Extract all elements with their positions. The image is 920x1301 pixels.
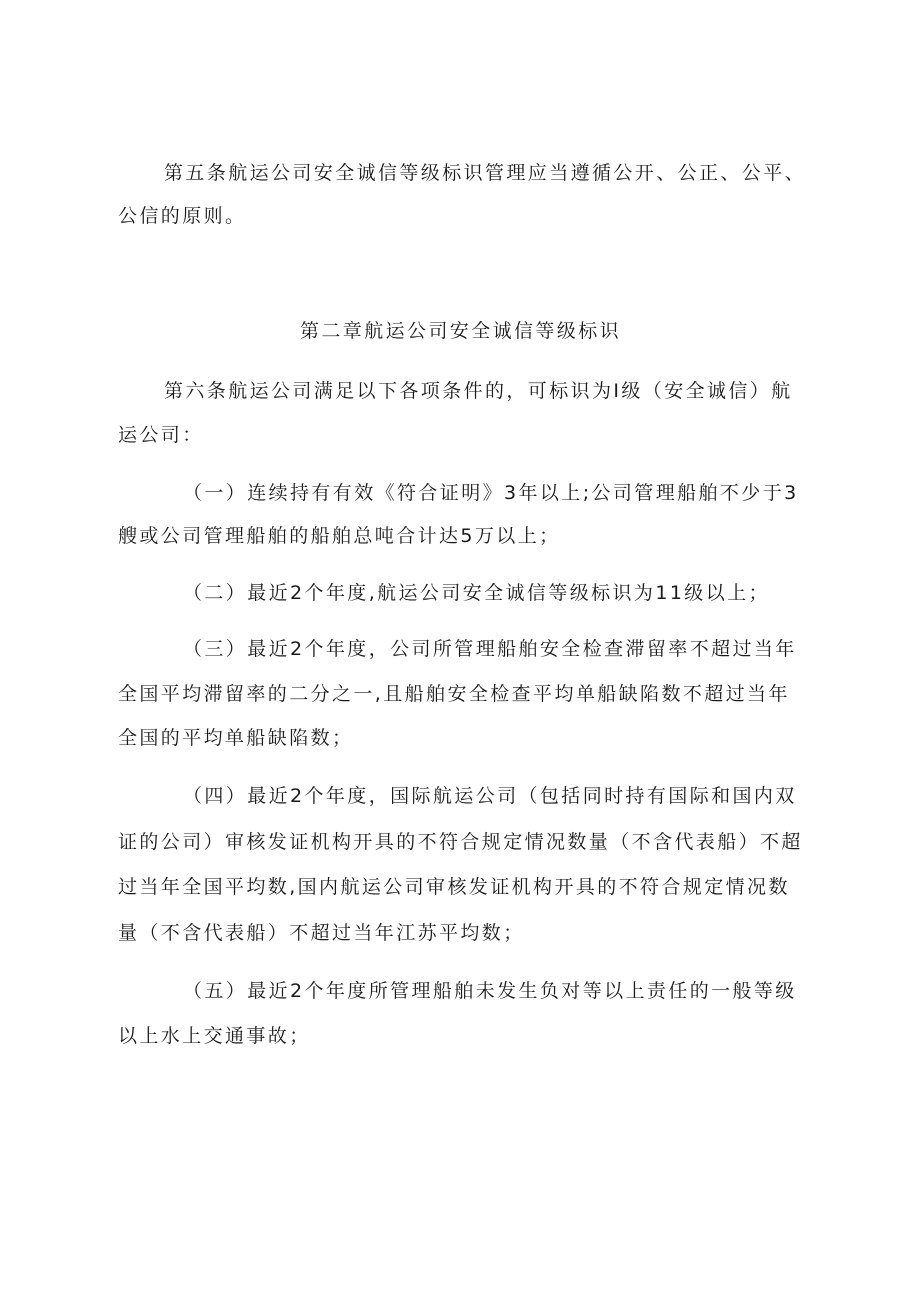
item-3-line-2: 全国平均滞留率的二分之一,且船舶安全检查平均单船缺陷数不超过当年	[118, 683, 790, 705]
item-4-line-1: （四）最近2个年度，国际航运公司（包括同时持有国际和国内双	[183, 785, 797, 807]
item-3-line-3: 全国的平均单船缺陷数；	[118, 727, 354, 749]
item-4-line-2: 证的公司）审核发证机构开具的不符合规定情况数量（不含代表船）不超	[118, 831, 803, 853]
article-5-line-2: 公信的原则。	[118, 205, 247, 227]
article-6-line-2: 运公司：	[118, 424, 204, 446]
item-4-line-4: 量（不含代表船）不超过当年江苏平均数；	[118, 922, 525, 944]
chapter-2-heading: 第二章航运公司安全诚信等级标识	[300, 320, 622, 342]
article-6-line-1: 第六条航运公司满足以下各项条件的，可标识为Ⅰ级（安全诚信）航	[164, 380, 793, 402]
item-5-line-2: 以上水上交通事故；	[118, 1025, 311, 1047]
item-5-line-1: （五）最近2个年度所管理船舶未发生负对等以上责任的一般等级	[183, 980, 797, 1002]
item-1-line-1: （一）连续持有有效《符合证明》3年以上;公司管理船舶不少于3	[183, 482, 799, 504]
article-5-line-1: 第五条航运公司安全诚信等级标识管理应当遵循公开、公正、公平、	[164, 162, 807, 184]
item-3-line-1: （三）最近2个年度，公司所管理船舶安全检查滞留率不超过当年	[183, 638, 797, 660]
item-4-line-3: 过当年全国平均数,国内航运公司审核发证机构开具的不符合规定情况数	[118, 876, 790, 898]
item-2-line-1: （二）最近2个年度,航运公司安全诚信等级标识为11级以上；	[183, 582, 770, 604]
item-1-line-2: 艘或公司管理船舶的船舶总吨合计达5万以上；	[118, 525, 561, 547]
